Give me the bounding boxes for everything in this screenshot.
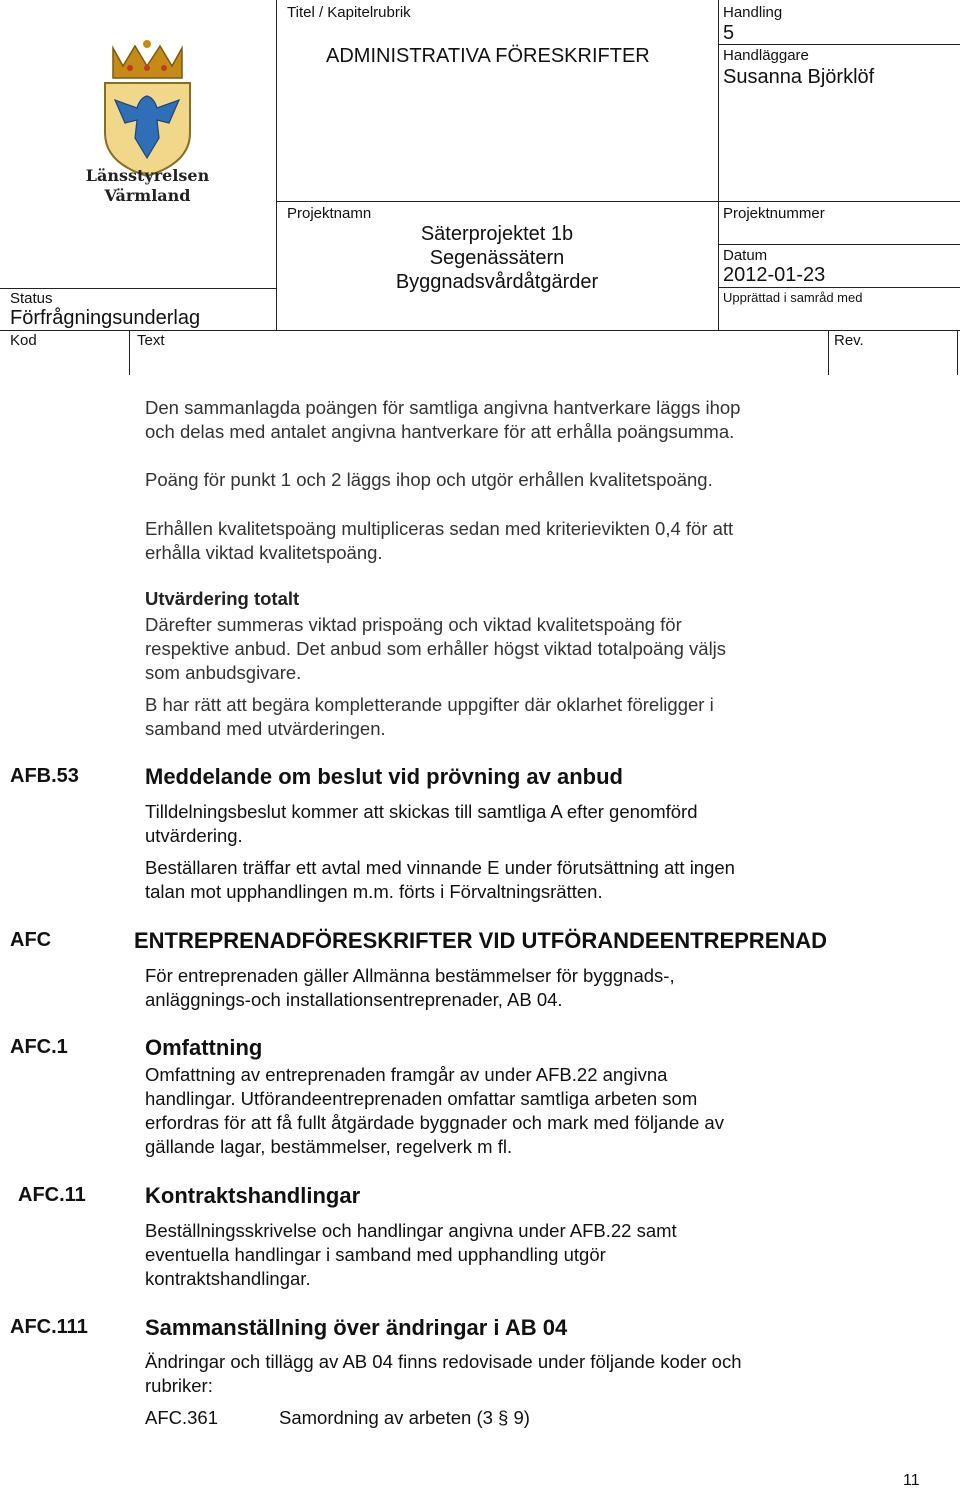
logo-text-1: Länsstyrelsen	[85, 166, 210, 185]
projektnamn-line-3: Byggnadsvårdåtgärder	[395, 271, 599, 293]
section-heading: Omfattning	[145, 1035, 263, 1060]
kod-label: Kod	[10, 332, 37, 349]
datum-value: 2012-01-23	[723, 264, 826, 286]
upprattad-label: Upprättad i samråd med	[723, 290, 863, 305]
status-value: Förfrågningsunderlag	[10, 307, 201, 329]
text-line: Den sammanlagda poängen för samtliga angivna hantverkare läggs ihop	[145, 397, 741, 418]
text-line: Ändringar och tillägg av AB 04 finns redovisade under följande koder och	[145, 1351, 742, 1372]
section-code: AFB.53	[10, 765, 79, 787]
rev-label: Rev.	[834, 332, 864, 349]
text-line: Beställaren träffar ett avtal med vinnande E under förutsättning att ingen	[145, 857, 735, 878]
text-line: erfordras för att få fullt åtgärdade byggnader och mark med följande av	[145, 1112, 724, 1133]
text-line: kontraktshandlingar.	[145, 1268, 311, 1289]
text-line: gällande lagar, bestämmelser, regelverk m fl.	[145, 1136, 513, 1157]
paragraph	[145, 800, 698, 848]
projektnamn-label: Projektnamn	[287, 205, 372, 222]
text-line: som anbudsgivare.	[145, 662, 302, 683]
section-code: AFC.1	[10, 1036, 68, 1058]
handling-value: 5	[723, 22, 735, 44]
reference-text: Samordning av arbeten (3 § 9)	[279, 1407, 530, 1428]
text-line: rubriker:	[145, 1375, 213, 1396]
projektnummer-label: Projektnummer	[723, 205, 825, 222]
text-line: Erhållen kvalitetspoäng multipliceras sedan med kriterievikten 0,4 för att	[145, 518, 734, 539]
lansstyrelsen-logo	[85, 38, 210, 208]
section-code: AFC.11	[18, 1184, 86, 1206]
paragraph	[145, 517, 733, 565]
section-heading: Kontraktshandlingar	[145, 1183, 361, 1208]
text-line: Beställningsskrivelse och handlingar angivna under AFB.22 samt	[145, 1220, 677, 1241]
section-code: AFC.111	[10, 1316, 88, 1338]
paragraph	[145, 613, 726, 685]
text-line: Omfattning av entreprenaden framgår av under AFB.22 angivna	[145, 1064, 668, 1085]
section-heading: ENTREPRENADFÖRESKRIFTER VID UTFÖRANDEENTREPRENAD	[134, 928, 828, 953]
handlaggare-value: Susanna Björklöf	[723, 66, 875, 88]
paragraph	[145, 468, 713, 492]
page-number: 11	[903, 1472, 920, 1489]
handlaggare-label: Handläggare	[723, 47, 809, 64]
reference-code: AFC.361	[145, 1407, 219, 1428]
paragraph	[145, 1350, 742, 1398]
text-line: utvärdering.	[145, 825, 243, 846]
section-heading: Meddelande om beslut vid prövning av anbud	[145, 764, 623, 789]
text-line: Poäng för punkt 1 och 2 läggs ihop och utgör erhållen kvalitetspoäng.	[145, 469, 713, 490]
text-line: B har rätt att begära kompletterande uppgifter där oklarhet föreligger i	[145, 694, 714, 715]
text-line: handlingar. Utförandeentreprenaden omfattar samtliga arbeten som	[145, 1088, 698, 1109]
projektnamn-line-1: Säterprojektet 1b	[420, 223, 574, 245]
text-line: erhålla viktad kvalitetspoäng.	[145, 542, 383, 563]
logo-text-2: Värmland	[104, 186, 191, 205]
paragraph	[145, 1219, 677, 1291]
paragraph	[145, 693, 714, 741]
section-code: AFC	[10, 929, 52, 951]
section-subheading: Utvärdering totalt	[145, 588, 300, 609]
text-line: respektive anbud. Det anbud som erhåller högst viktad totalpoäng väljs	[145, 638, 727, 659]
text-line: och delas med antalet angivna hantverkare för att erhålla poängsumma.	[145, 421, 735, 442]
projektnamn-line-2: Segenässätern	[429, 247, 565, 269]
title-label: Titel / Kapitelrubrik	[287, 4, 411, 21]
paragraph	[145, 396, 740, 444]
paragraph	[145, 1063, 724, 1159]
handling-label: Handling	[723, 4, 783, 21]
paragraph	[145, 856, 735, 904]
text-line: För entreprenaden gäller Allmänna bestämmelser för byggnads-,	[145, 965, 675, 986]
text-line: anläggnings-och installationsentreprenader, AB 04.	[145, 989, 563, 1010]
text-line: Därefter summeras viktad prispoäng och viktad kvalitetspoäng för	[145, 614, 682, 635]
text-line: Tilldelningsbeslut kommer att skickas till samtliga A efter genomförd	[145, 801, 698, 822]
coat-of-arms-icon	[85, 38, 210, 178]
status-label: Status	[10, 290, 53, 307]
paragraph	[145, 964, 675, 1012]
datum-label: Datum	[723, 247, 768, 264]
text-line: talan mot upphandlingen m.m. förts i Förvaltningsrätten.	[145, 881, 603, 902]
document-title: ADMINISTRATIVA FÖRESKRIFTER	[326, 45, 650, 67]
text-line: samband med utvärderingen.	[145, 718, 386, 739]
section-heading: Sammanställning över ändringar i AB 04	[145, 1315, 568, 1340]
text-label: Text	[137, 332, 165, 349]
text-line: eventuella handlingar i samband med upphandling utgör	[145, 1244, 606, 1265]
